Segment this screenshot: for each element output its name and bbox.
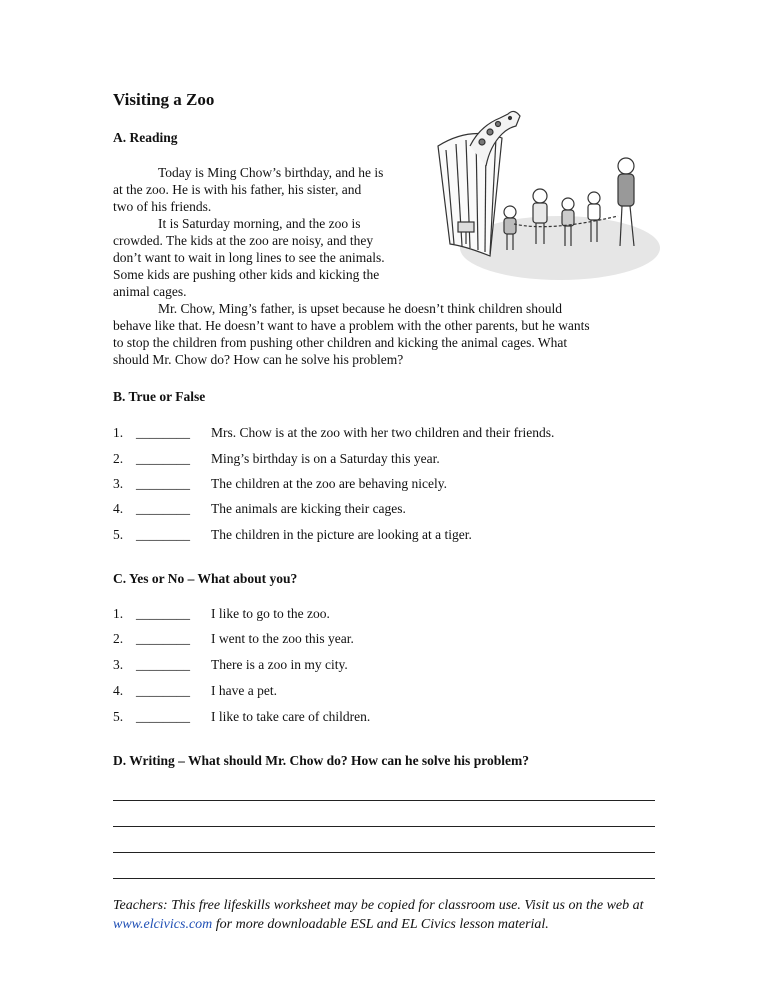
teacher-footer xyxy=(113,896,673,934)
section-d-heading: D. Writing – What should Mr. Chow do? How can he solve his problem? xyxy=(113,753,529,768)
reading-line: Some kids are pushing other kids and kicking the xyxy=(113,267,380,282)
question-number: 5. xyxy=(113,527,124,542)
question-text: There is a zoo in my city. xyxy=(211,657,348,672)
answer-blank[interactable]: ________ xyxy=(136,527,190,542)
section-b-heading: B. True or False xyxy=(113,389,206,404)
writing-line[interactable] xyxy=(113,826,655,827)
question-text: I went to the zoo this year. xyxy=(211,631,354,646)
question-text: Ming’s birthday is on a Saturday this year. xyxy=(211,451,440,466)
question-number: 3. xyxy=(113,657,124,672)
answer-blank[interactable]: ________ xyxy=(136,606,190,621)
zoo-illustration xyxy=(430,106,660,286)
writing-line[interactable] xyxy=(113,852,655,853)
answer-blank[interactable]: ________ xyxy=(136,683,190,698)
section-c-heading: C. Yes or No – What about you? xyxy=(113,571,298,586)
question-text: I like to take care of children. xyxy=(211,709,371,724)
answer-blank[interactable]: ________ xyxy=(136,425,190,440)
answer-blank[interactable]: ________ xyxy=(136,501,190,516)
question-text: The children in the picture are looking at a tiger. xyxy=(211,527,472,542)
footer-text-end: for more downloadable ESL and EL Civics lesson material. xyxy=(212,917,549,932)
question-number: 5. xyxy=(113,709,124,724)
footer-text: Teachers: This free lifeskills worksheet may be copied for classroom use. Visit us on the web at xyxy=(113,898,644,913)
fence-icon xyxy=(438,134,502,257)
page-title: Visiting a Zoo xyxy=(113,90,215,109)
question-text: I like to go to the zoo. xyxy=(211,606,330,621)
question-number: 3. xyxy=(113,476,124,491)
reading-line: Mr. Chow, Ming’s father, is upset because he doesn’t think children should xyxy=(158,301,563,316)
question-number: 4. xyxy=(113,501,124,516)
answer-blank[interactable]: ________ xyxy=(136,476,190,491)
answer-blank[interactable]: ________ xyxy=(136,657,190,672)
answer-blank[interactable]: ________ xyxy=(136,451,190,466)
reading-line: Today is Ming Chow’s birthday, and he is xyxy=(158,165,384,180)
question-number: 1. xyxy=(113,425,124,440)
elcivics-link[interactable]: www.elcivics.com xyxy=(113,917,213,932)
reading-line: to stop the children from pushing other children and kicking the animal cages. What xyxy=(113,335,568,350)
answer-blank[interactable]: ________ xyxy=(136,709,190,724)
reading-line: two of his friends. xyxy=(113,199,212,214)
reading-line: crowded. The kids at the zoo are noisy, and they xyxy=(113,233,374,248)
question-number: 1. xyxy=(113,606,124,621)
question-text: The children at the zoo are behaving nicely. xyxy=(211,476,448,491)
writing-line[interactable] xyxy=(113,800,655,801)
writing-line[interactable] xyxy=(113,878,655,879)
reading-line: should Mr. Chow do? How can he solve his problem? xyxy=(113,352,404,367)
reading-line: It is Saturday morning, and the zoo is xyxy=(158,216,361,231)
answer-blank[interactable]: ________ xyxy=(136,631,190,646)
question-text: The animals are kicking their cages. xyxy=(211,501,406,516)
question-text: Mrs. Chow is at the zoo with her two children and their friends. xyxy=(211,425,555,440)
reading-line: don’t want to wait in long lines to see the animals. xyxy=(113,250,385,265)
section-a-heading: A. Reading xyxy=(113,130,178,145)
reading-line: at the zoo. He is with his father, his sister, and xyxy=(113,182,362,197)
question-text: I have a pet. xyxy=(211,683,277,698)
reading-line: behave like that. He doesn’t want to have a problem with the other parents, but he wants xyxy=(113,318,590,333)
question-number: 2. xyxy=(113,451,124,466)
reading-line: animal cages. xyxy=(113,284,187,299)
question-number: 2. xyxy=(113,631,124,646)
question-number: 4. xyxy=(113,683,124,698)
